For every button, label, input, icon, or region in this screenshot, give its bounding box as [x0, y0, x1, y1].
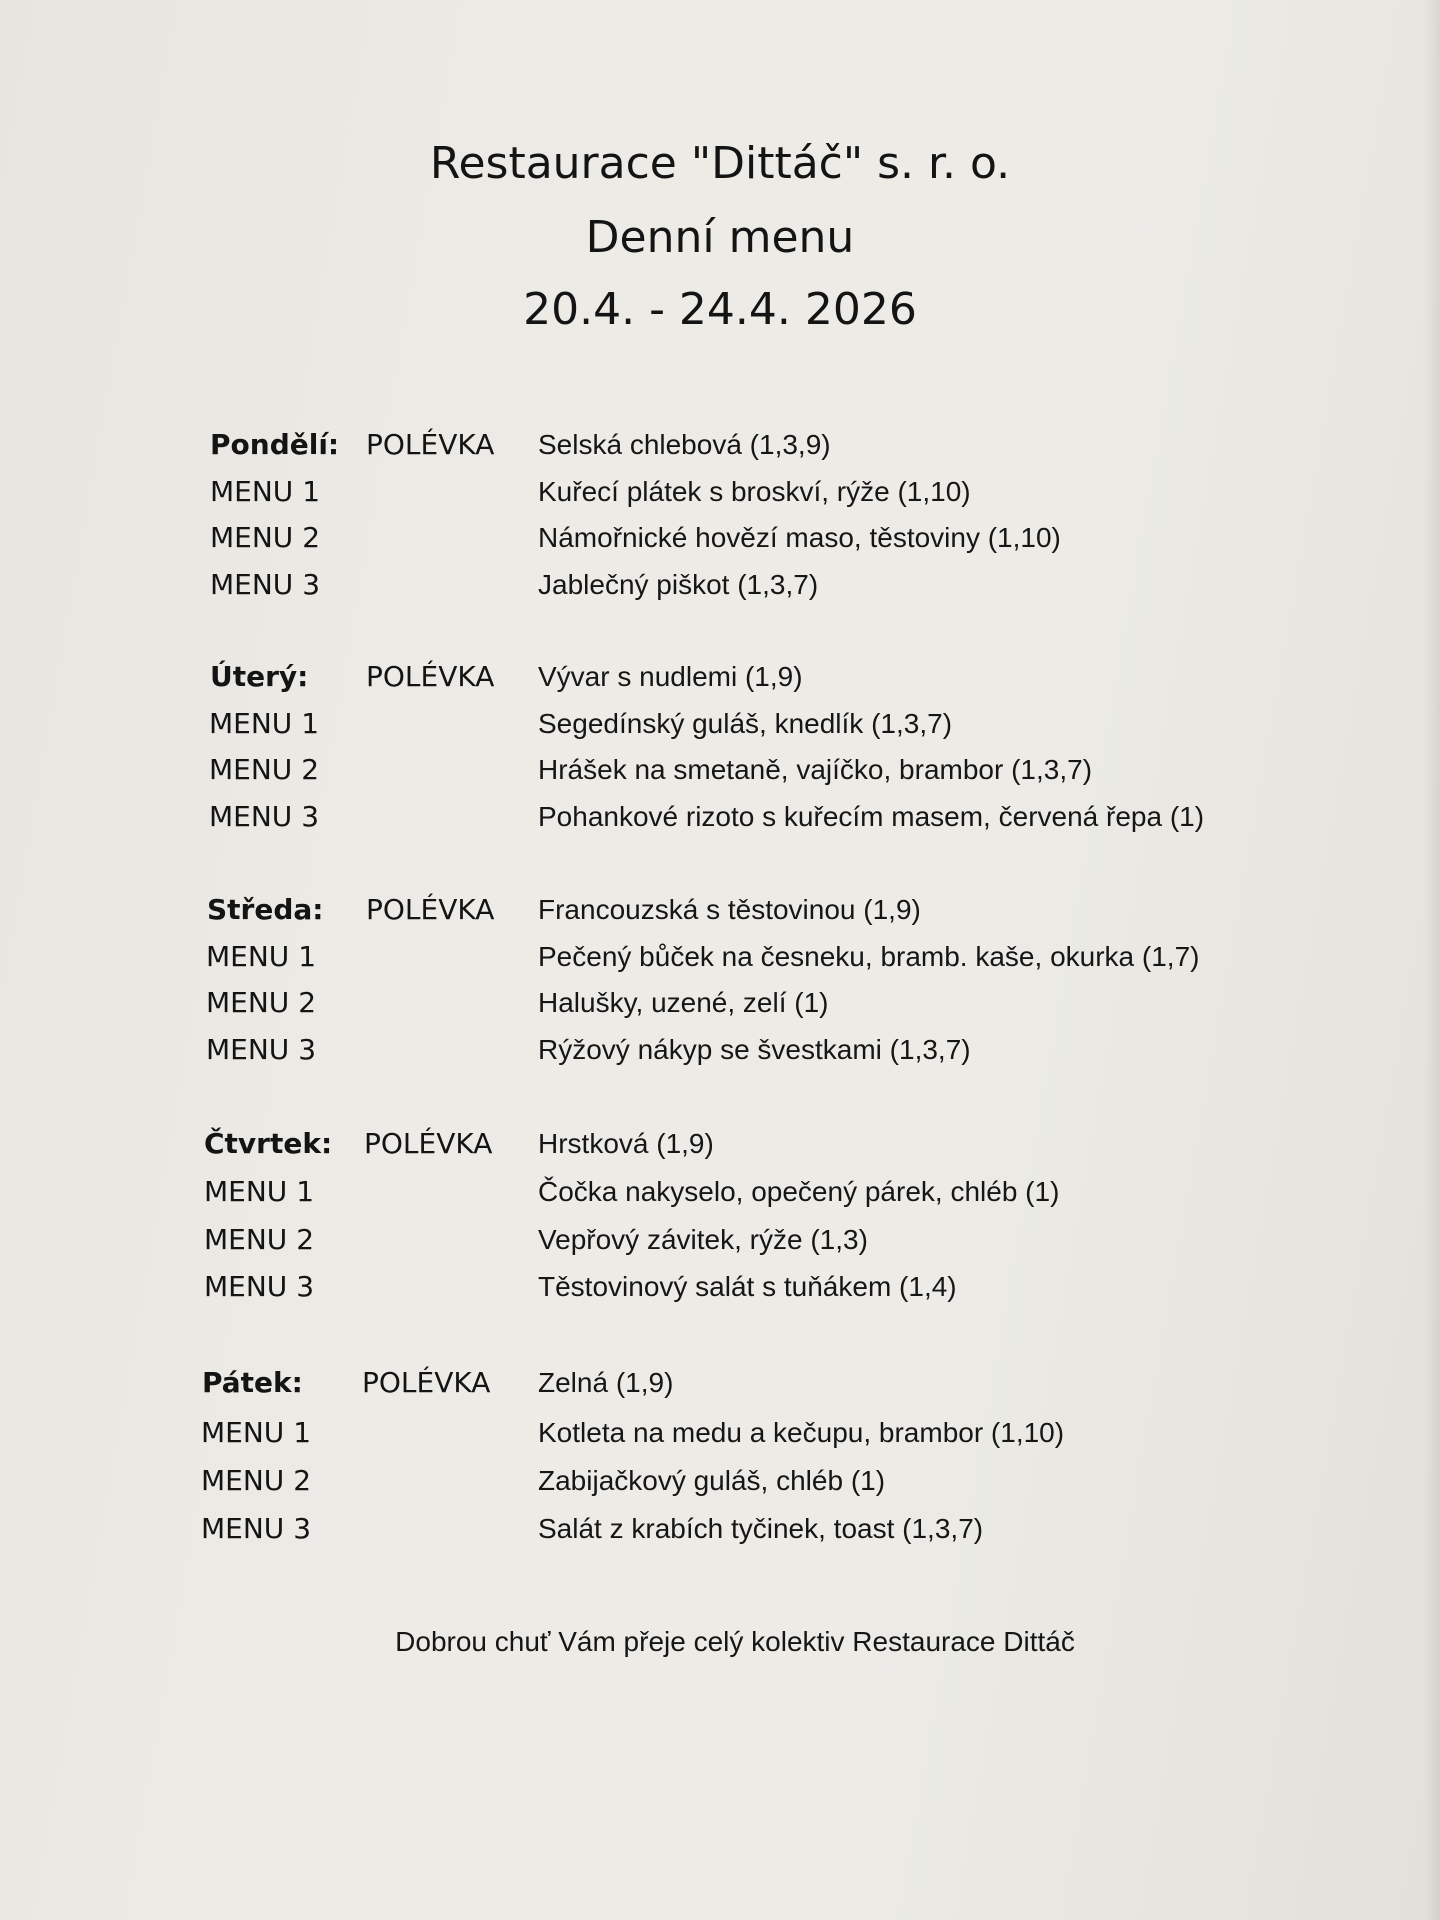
day-name: Čtvrtek: [204, 1127, 333, 1160]
menu-2-row [0, 986, 1440, 1032]
day-name: Pondělí: [210, 428, 340, 461]
menu-2-label: MENU 2 [210, 521, 321, 554]
menu-1-label: MENU 1 [210, 475, 321, 508]
menu-3-row [0, 568, 1440, 614]
menu-1-label: MENU 1 [201, 1416, 312, 1449]
menu-3-label: MENU 3 [210, 568, 321, 601]
menu-1-dish: Segedínský guláš, knedlík (1,3,7) [538, 708, 953, 739]
soup-row [0, 1127, 1440, 1173]
menu-3-row [0, 1512, 1440, 1558]
soup-dish: Vývar s nudlemi (1,9) [538, 661, 803, 692]
soup-label: POLÉVKA [362, 1366, 491, 1399]
menu-1-row [0, 707, 1440, 753]
menu-1-label: MENU 1 [206, 940, 317, 973]
day-name: Pátek: [202, 1366, 303, 1399]
soup-label: POLÉVKA [366, 893, 495, 926]
menu-1-row [0, 1416, 1440, 1462]
menu-1-row [0, 475, 1440, 521]
menu-1-dish: Kotleta na medu a kečupu, brambor (1,10) [538, 1417, 1065, 1448]
menu-3-dish: Těstovinový salát s tuňákem (1,4) [538, 1271, 957, 1302]
menu-1-dish: Pečený bůček na česneku, bramb. kaše, okurka (1,7) [538, 941, 1200, 972]
day-name: Úterý: [210, 660, 309, 693]
soup-row [0, 893, 1440, 939]
menu-3-dish: Salát z krabích tyčinek, toast (1,3,7) [538, 1513, 984, 1544]
menu-1-row [0, 940, 1440, 986]
soup-row [0, 1366, 1440, 1412]
menu-2-label: MENU 2 [209, 753, 320, 786]
restaurant-name: Restaurace "Dittáč" s. r. o. [429, 138, 1011, 189]
footer-greeting: Dobrou chuť Vám přeje celý kolektiv Restaurace Dittáč [395, 1626, 1075, 1657]
day-name: Středa: [207, 893, 324, 926]
menu-2-dish: Zabijačkový guláš, chléb (1) [538, 1465, 886, 1496]
menu-3-dish: Jablečný piškot (1,3,7) [538, 569, 819, 600]
menu-3-row [0, 1033, 1440, 1079]
menu-1-label: MENU 1 [204, 1175, 315, 1208]
menu-1-dish: Čočka nakyselo, opečený párek, chléb (1) [538, 1176, 1060, 1207]
soup-dish: Hrstková (1,9) [538, 1128, 714, 1159]
menu-2-dish: Hrášek na smetaně, vajíčko, brambor (1,3,7) [538, 754, 1093, 785]
soup-row [0, 428, 1440, 474]
menu-3-row [0, 1270, 1440, 1316]
soup-dish: Selská chlebová (1,3,9) [538, 429, 831, 460]
soup-label: POLÉVKA [364, 1127, 493, 1160]
menu-2-label: MENU 2 [201, 1464, 312, 1497]
menu-3-dish: Pohankové rizoto s kuřecím masem, červená řepa (1) [538, 801, 1205, 832]
menu-2-row [0, 753, 1440, 799]
menu-2-row [0, 521, 1440, 567]
soup-row [0, 660, 1440, 706]
menu-title: Denní menu [585, 212, 855, 263]
menu-2-row [0, 1464, 1440, 1510]
menu-1-label: MENU 1 [209, 707, 320, 740]
menu-3-label: MENU 3 [206, 1033, 317, 1066]
menu-1-row [0, 1175, 1440, 1221]
menu-2-dish: Námořnické hovězí maso, těstoviny (1,10) [538, 522, 1061, 553]
menu-2-label: MENU 2 [204, 1223, 315, 1256]
menu-3-label: MENU 3 [209, 800, 320, 833]
menu-3-dish: Rýžový nákyp se švestkami (1,3,7) [538, 1034, 971, 1065]
soup-dish: Francouzská s těstovinou (1,9) [538, 894, 921, 925]
menu-date-range: 20.4. - 24.4. 2026 [523, 284, 917, 335]
soup-label: POLÉVKA [366, 428, 495, 461]
menu-2-dish: Vepřový závitek, rýže (1,3) [538, 1224, 868, 1255]
menu-2-row [0, 1223, 1440, 1269]
menu-3-row [0, 800, 1440, 846]
menu-3-label: MENU 3 [204, 1270, 315, 1303]
menu-3-label: MENU 3 [201, 1512, 312, 1545]
menu-1-dish: Kuřecí plátek s broskví, rýže (1,10) [538, 476, 971, 507]
soup-label: POLÉVKA [366, 660, 495, 693]
menu-2-dish: Halušky, uzené, zelí (1) [538, 987, 829, 1018]
soup-dish: Zelná (1,9) [538, 1367, 674, 1398]
menu-2-label: MENU 2 [206, 986, 317, 1019]
